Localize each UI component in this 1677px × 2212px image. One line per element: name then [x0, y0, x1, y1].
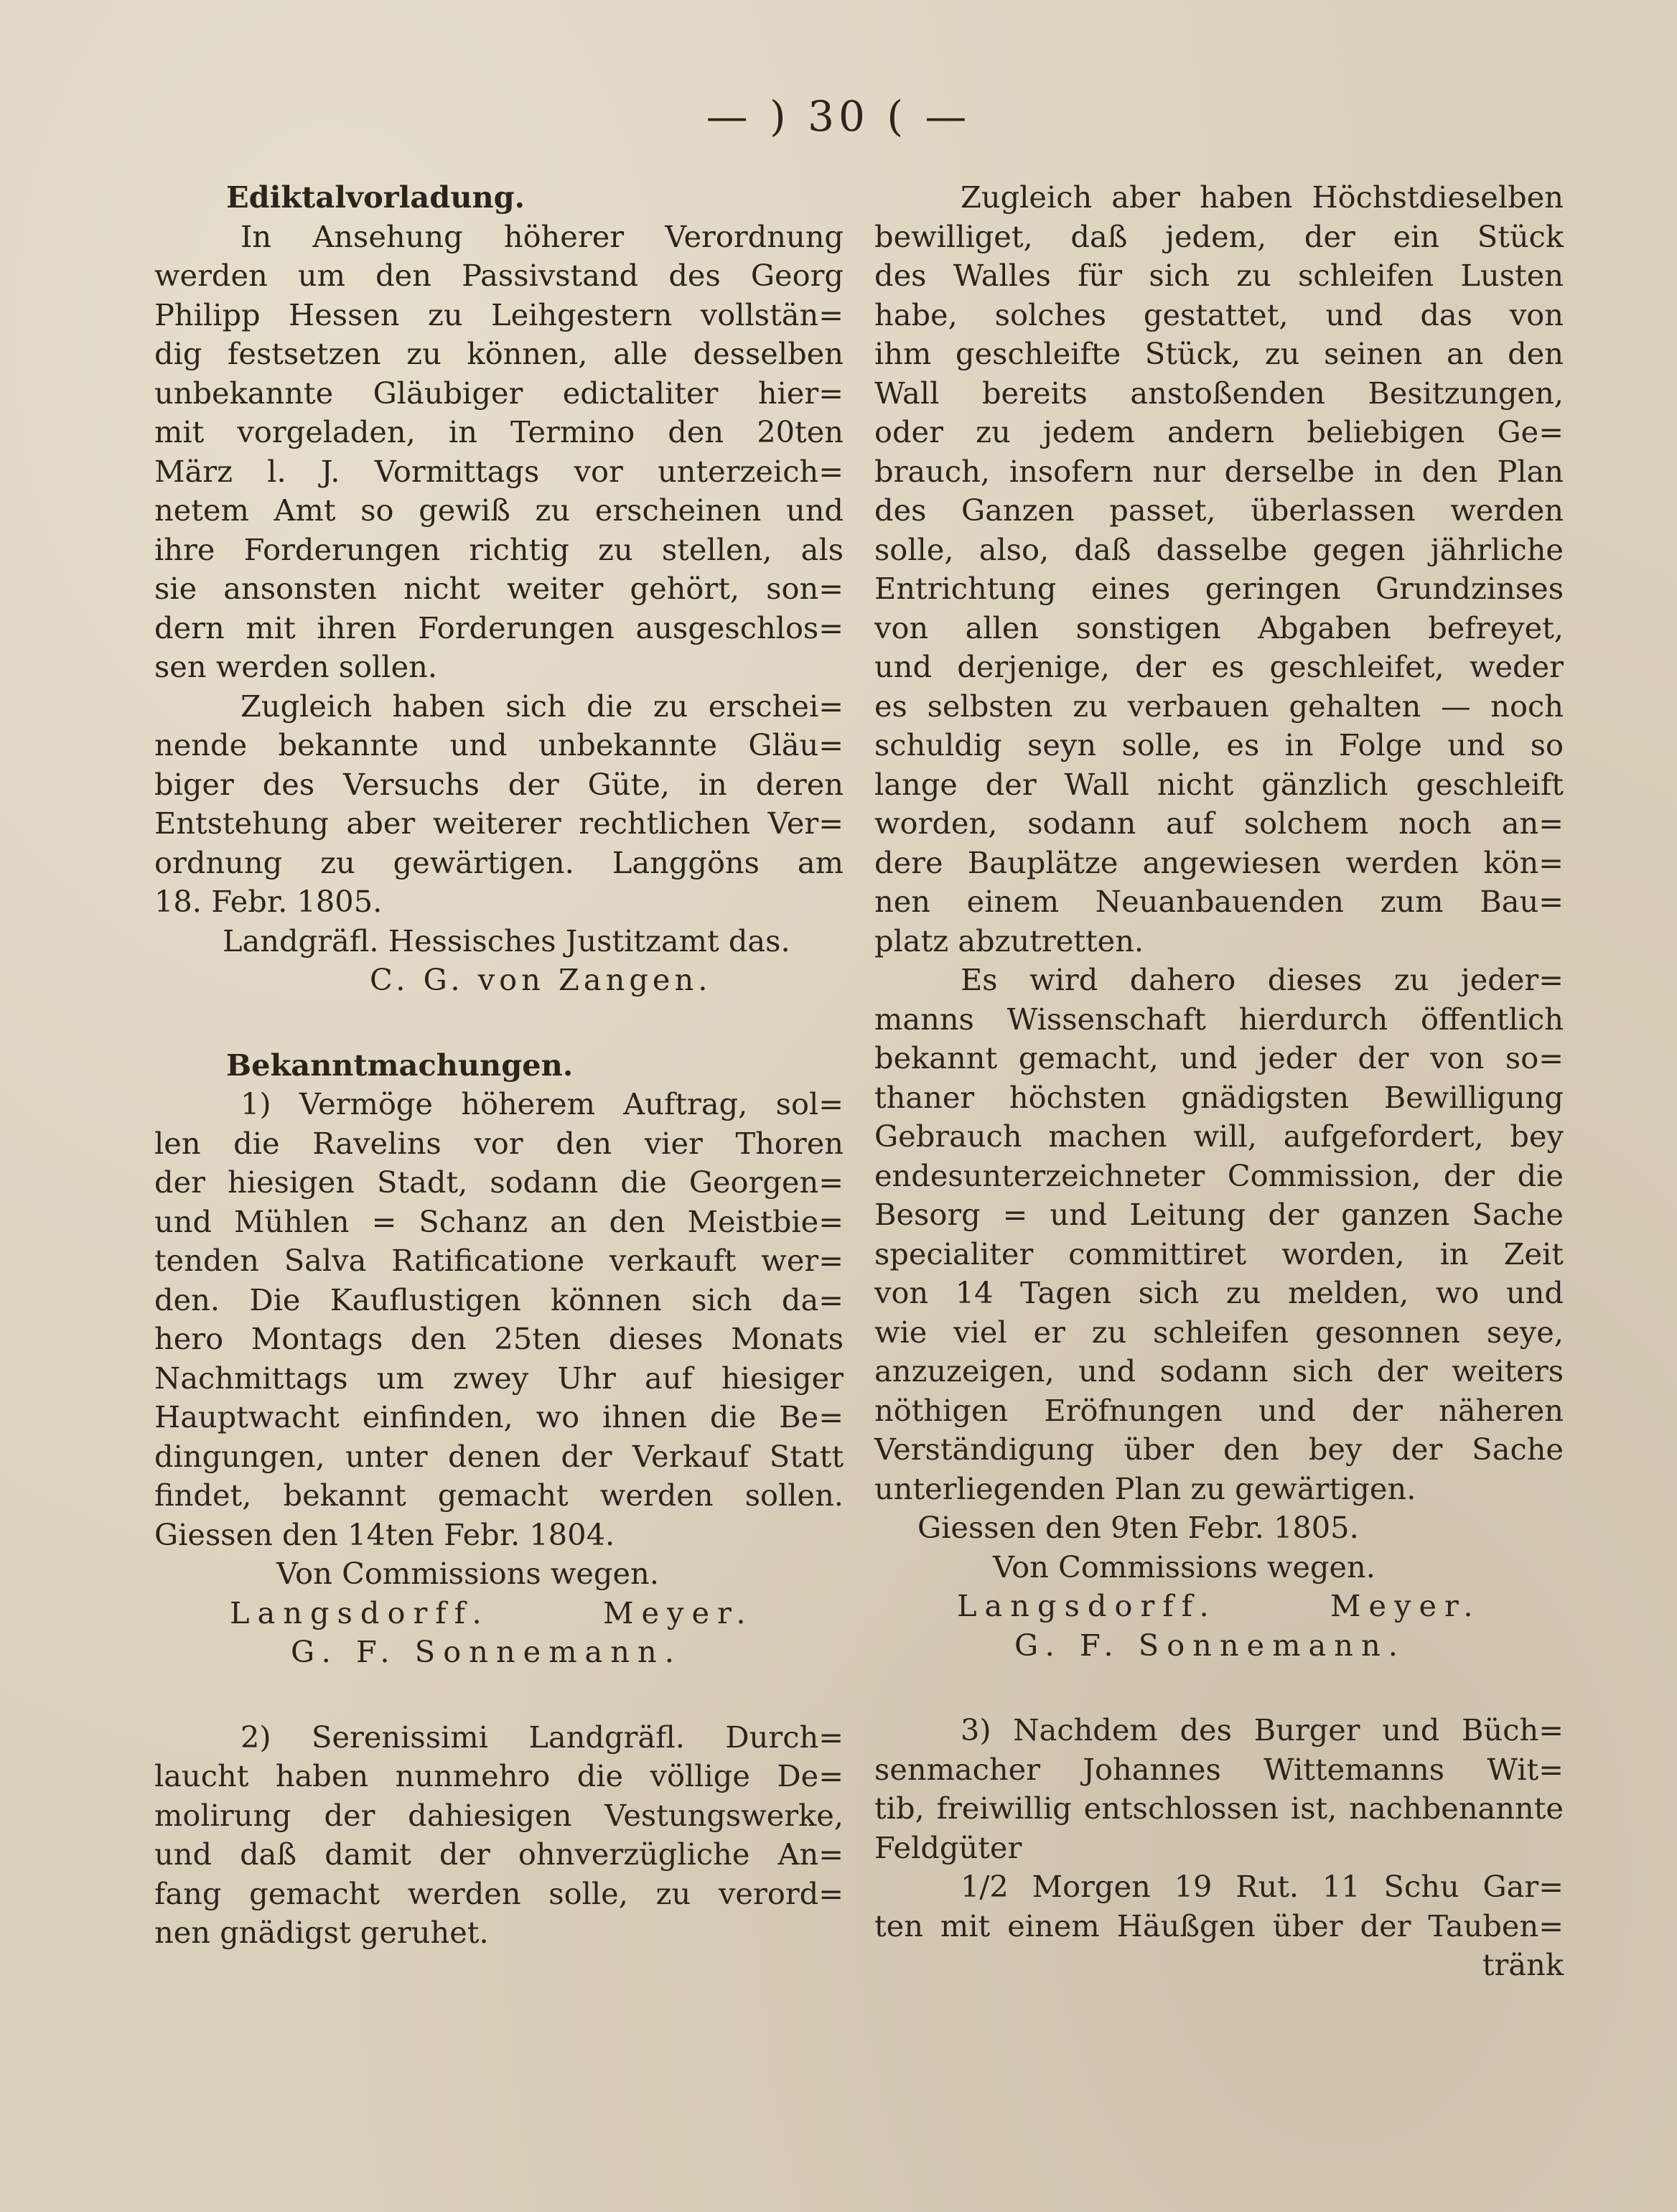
text-line: brauch, insofern nur derselbe in den Plan [874, 453, 1564, 489]
text-line: senmacher Johannes Wittemanns Wit= [874, 1751, 1564, 1787]
text-line: anzuzeigen, und sodann sich der weiters [874, 1353, 1564, 1389]
text-line: dingungen, unter denen der Verkauf Statt [154, 1438, 844, 1474]
signature-langsdorff: Langsdorff. [230, 1595, 490, 1630]
text-line: der hiesigen Stadt, sodann die Georgen= [154, 1165, 844, 1200]
text-line: Giessen den 14ten Febr. 1804. [154, 1516, 615, 1552]
text-line: von 14 Tagen sich zu melden, wo und [874, 1275, 1564, 1310]
cont-date: Giessen den 9ten Febr. 1805. [917, 1510, 1359, 1545]
text-line: nende bekannte und unbekannte Gläu= [154, 727, 844, 762]
text-line: nen einem Neuanbauenden zum Bau= [874, 884, 1564, 919]
text-line: 18. Febr. 1805. [154, 884, 383, 919]
text-line: Gebrauch machen will, aufgefordert, bey [874, 1119, 1564, 1154]
text-line: nöthigen Eröfnungen und der näheren [874, 1392, 1564, 1428]
text-line: fang gemacht werden solle, zu verord= [154, 1875, 844, 1911]
text-line: den. Die Kauflustigen können sich da= [154, 1282, 844, 1317]
cont-signature-names [874, 1587, 1564, 1626]
text-line: len die Ravelins vor den vier Thoren [154, 1125, 844, 1161]
text-line: Verständigung über den bey der Sache [874, 1432, 1564, 1467]
text-line: worden, sodann auf solchem noch an= [874, 806, 1564, 841]
cont-signature-sonnemann: G. F. Sonnemann. [1014, 1627, 1406, 1663]
text-line: es selbsten zu verbauen gehalten — noch [874, 688, 1564, 724]
text-line: Entrichtung eines geringen Grundzinses [874, 571, 1564, 606]
text-line: 1/2 Morgen 19 Rut. 11 Schu Gar= [961, 1869, 1564, 1904]
text-line: oder zu jedem andern beliebigen Ge= [874, 414, 1564, 449]
text-line: 2) Serenissimi Landgräfl. Durch= [240, 1719, 844, 1755]
bekannt-signature-sonnemann: G. F. Sonnemann. [291, 1634, 682, 1669]
text-line: Zugleich haben sich die zu erschei= [240, 688, 844, 724]
text-line: bewilliget, daß jedem, der ein Stück [874, 218, 1564, 254]
signature-langsdorff: Langsdorff. [957, 1588, 1217, 1623]
text-line: manns Wissenschaft hierdurch öffentlich [874, 1001, 1564, 1037]
text-line: habe, solches gestattet, und das von [874, 297, 1564, 332]
text-line: hero Montags den 25ten dieses Monats [154, 1321, 844, 1356]
text-line: solle, also, daß dasselbe gegen jährliche [874, 531, 1564, 567]
text-line: specialiter committiret worden, in Zeit [874, 1236, 1564, 1271]
text-line: ihm geschleifte Stück, zu seinen an den [874, 336, 1564, 371]
text-line: Nachmittags um zwey Uhr auf hiesiger [154, 1360, 844, 1396]
bekanntmachungen-heading: Bekanntmachungen. [226, 1047, 574, 1083]
bekannt-body [154, 1085, 844, 1672]
text-line: thaner höchsten gnädigsten Bewilligung [874, 1079, 1564, 1115]
text-line: und Mühlen = Schanz an den Meistbie= [154, 1203, 844, 1239]
text-line: dern mit ihren Forderungen ausgeschlos= [154, 610, 844, 645]
text-line: 1) Vermöge höherem Auftrag, sol= [240, 1086, 844, 1121]
text-line: von allen sonstigen Abgaben befreyet, [874, 610, 1564, 645]
bekannt-signature-names [154, 1594, 844, 1633]
text-line: mit vorgeladen, in Termino den 20ten [154, 414, 844, 449]
text-line: netem Amt so gewiß zu erscheinen und [154, 493, 844, 528]
text-line: ordnung zu gewärtigen. Langgöns am [154, 844, 844, 880]
bekannt-signature-line1: Von Commissions wegen. [276, 1556, 659, 1591]
text-line: sen werden sollen. [154, 649, 438, 684]
edikt-signature-name: C. G. von Zangen. [370, 962, 712, 997]
text-line: molirung der dahiesigen Vestungswerke, [154, 1797, 844, 1833]
right-column [874, 178, 1564, 1985]
text-line: des Ganzen passet, überlassen werden [874, 493, 1564, 528]
text-line: findet, bekannt gemacht werden sollen. [154, 1478, 844, 1513]
edikt-heading: Ediktalvorladung. [226, 179, 525, 215]
text-line: dig festsetzen zu können, alle desselben [154, 336, 844, 371]
text-line: März l. J. Vormittags vor unterzeich= [154, 453, 844, 489]
text-line: 3) Nachdem des Burger und Büch= [961, 1712, 1564, 1747]
text-line: schuldig seyn solle, es in Folge und so [874, 727, 1564, 762]
signature-meyer: Meyer. [1330, 1588, 1481, 1623]
signature-meyer: Meyer. [603, 1595, 754, 1630]
text-line: biger des Versuchs der Güte, in deren [154, 766, 844, 802]
text-line: sie ansonsten nicht weiter gehört, son= [154, 571, 844, 606]
text-line: und daß damit der ohnverzügliche An= [154, 1837, 844, 1872]
text-line: platz abzutretten. [874, 923, 1144, 958]
text-line: Hauptwacht einfinden, wo ihnen die Be= [154, 1399, 844, 1434]
text-line: werden um den Passivstand des Georg [154, 258, 844, 293]
text-line: Wall bereits anstoßenden Besitzungen, [874, 375, 1564, 411]
text-line: endesunterzeichneter Commission, der die [874, 1157, 1564, 1193]
text-line: Philipp Hessen zu Leihgestern vollstän= [154, 297, 844, 332]
text-line: und derjenige, der es geschleifet, weder [874, 649, 1564, 684]
text-line: wie viel er zu schleifen gesonnen seye, [874, 1314, 1564, 1350]
text-line: unbekannte Gläubiger edictaliter hier= [154, 375, 844, 411]
text-line: ten mit einem Häußgen über der Tauben= [874, 1908, 1564, 1943]
item3-body [874, 1711, 1564, 1985]
text-line: des Walles für sich zu schleifen Lusten [874, 258, 1564, 293]
edikt-body [154, 218, 844, 1000]
text-line: Es wird dahero dieses zu jeder= [961, 962, 1564, 997]
text-line: Feldgüter [874, 1829, 1022, 1865]
cont-signature-line1: Von Commissions wegen. [993, 1549, 1375, 1585]
text-line: tib, freiwillig entschlossen ist, nachbenannte [874, 1791, 1564, 1826]
item2-body [154, 1718, 844, 1953]
text-line: ihre Forderungen richtig zu stellen, als [154, 531, 844, 567]
text-line: dere Bauplätze angewiesen werden kön= [874, 844, 1564, 880]
text-line: In Ansehung höherer Verordnung [240, 218, 844, 254]
left-column [154, 178, 844, 1953]
text-line: tenden Salva Ratificatione verkauft wer= [154, 1243, 844, 1278]
cont-body [874, 178, 1564, 1665]
text-line: Entstehung aber weiterer rechtlichen Ver= [154, 806, 844, 841]
text-line: Besorg = und Leitung der ganzen Sache [874, 1197, 1564, 1232]
text-line: laucht haben nunmehro die völlige De= [154, 1758, 844, 1793]
page-number: — ) 30 ( — [706, 92, 971, 141]
text-line: Zugleich aber haben Höchstdieselben [961, 179, 1564, 215]
catchword: tränk [1482, 1947, 1564, 1982]
text-line: unterliegenden Plan zu gewärtigen. [874, 1470, 1416, 1506]
text-line: bekannt gemacht, und jeder der von so= [874, 1040, 1564, 1075]
edikt-signature-office: Landgräfl. Hessisches Justitzamt das. [223, 923, 790, 958]
text-line: lange der Wall nicht gänzlich geschleift [874, 766, 1564, 802]
text-line: nen gnädigst geruhet. [154, 1915, 489, 1950]
